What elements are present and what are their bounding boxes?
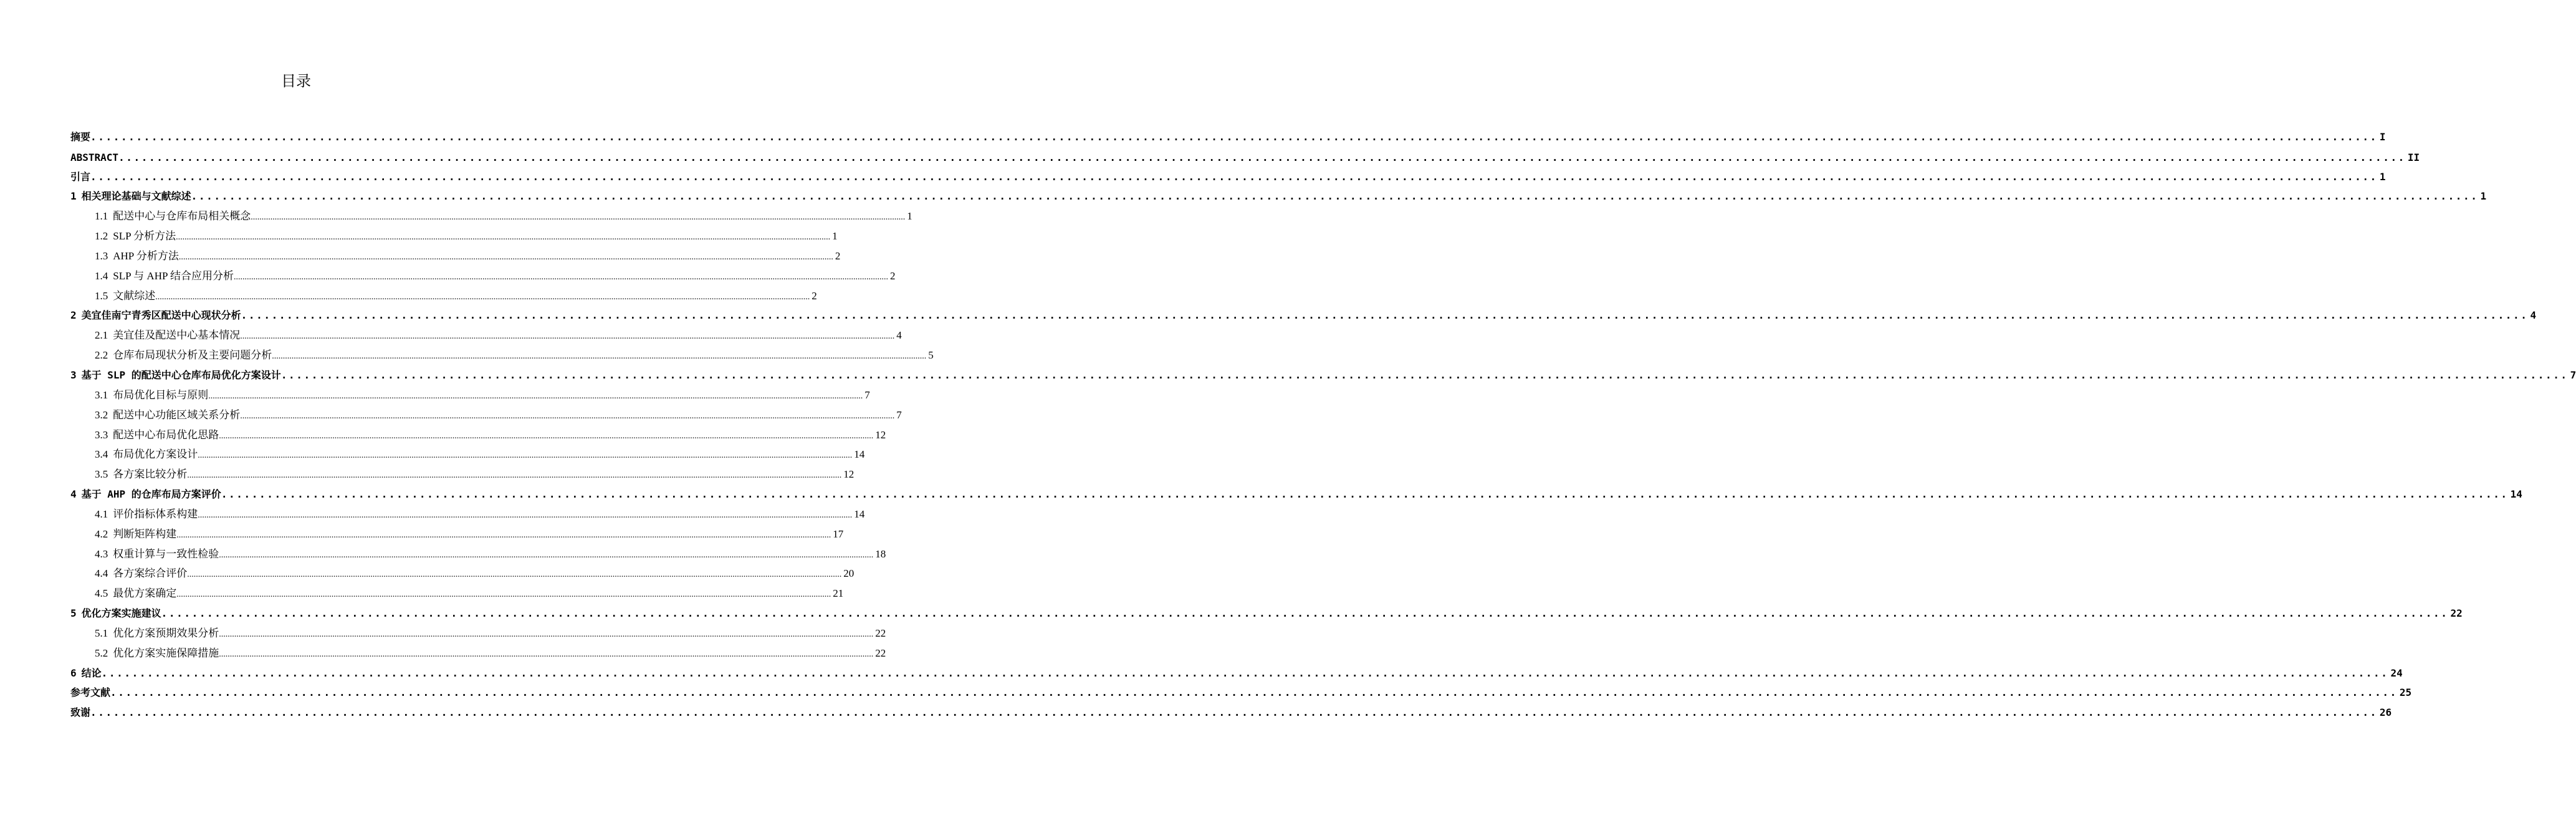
toc-page-number: 14 [854, 448, 865, 461]
dot-leader: ............................................................................................................................................................................................................................................................................................................ [241, 309, 2529, 322]
toc-entry-number: 4.3 [95, 547, 108, 560]
toc-chapter-entry[interactable] [70, 484, 2522, 504]
dot-leader: ............................................................................................................................................................................................................................................................................................................ [251, 213, 906, 223]
toc-section-entry[interactable] [70, 266, 896, 286]
toc-entry-title: 配送中心布局优化思路 [113, 428, 219, 441]
toc-entry-title: 致谢 [70, 706, 91, 719]
dot-leader: ............................................................................................................................................................................................................................................................................................................ [280, 368, 2569, 381]
toc-section-entry[interactable] [70, 345, 934, 365]
toc-entry-title: 优化方案预期效果分析 [113, 627, 219, 639]
dot-leader: ............................................................................................................................................................................................................................................................................................................ [240, 411, 895, 421]
toc-section-entry[interactable] [70, 624, 886, 643]
toc-page-number: 7 [864, 388, 870, 401]
toc-page-number: 18 [875, 547, 886, 560]
dot-leader: ............................................................................................................................................................................................................................................................................................................ [176, 590, 831, 600]
toc-page-number: 12 [843, 468, 855, 481]
toc-section-entry[interactable] [70, 286, 817, 306]
toc-page-number: 1 [907, 210, 912, 223]
toc-page-number: 17 [833, 527, 844, 540]
toc-chapter-entry[interactable] [70, 365, 2576, 385]
dot-leader: ............................................................................................................................................................................................................................................................................................................ [191, 190, 2479, 203]
dot-leader: ............................................................................................................................................................................................................................................................................................................ [187, 570, 842, 580]
toc-page-number: 22 [875, 647, 886, 659]
toc-entry-number: 2 [70, 309, 77, 322]
toc-entry-number: 3.4 [95, 448, 108, 461]
toc-entry-title: 布局优化方案设计 [113, 448, 198, 461]
toc-chapter-entry[interactable] [70, 663, 2403, 683]
toc-entry-title: 摘要 [70, 130, 91, 143]
toc-section-entry[interactable] [70, 405, 902, 425]
toc-page-number: 1 [2379, 170, 2386, 183]
toc-page-number: 14 [2510, 488, 2522, 501]
toc-entry-number: 2.1 [95, 329, 108, 342]
toc-page-number: 24 [2390, 667, 2403, 679]
toc-section-entry[interactable] [70, 504, 865, 524]
dot-leader: ............................................................................................................................................................................................................................................................................................................ [219, 550, 874, 560]
toc-entry-title: 仓库布局现状分析及主要问题分析 [113, 349, 272, 362]
toc-chapter-entry[interactable] [70, 167, 2386, 187]
dot-leader: ............................................................................................................................................................................................................................................................................................................ [198, 510, 853, 520]
toc-entry-number: 5.2 [95, 647, 108, 659]
page-title: 目录 [281, 72, 311, 90]
toc-entry-title: SLP 分析方法 [113, 230, 176, 243]
toc-page-number: 2 [890, 269, 896, 282]
dot-leader: ............................................................................................................................................................................................................................................................................................................ [219, 649, 874, 659]
toc-page-number: II [2407, 151, 2420, 163]
toc-entry-title: 参考文献 [70, 686, 111, 699]
toc-chapter-entry[interactable] [70, 604, 2463, 624]
toc-chapter-entry[interactable] [70, 147, 2420, 167]
dot-leader: ............................................................................................................................................................................................................................................................................................................ [110, 686, 2398, 699]
toc-page-number: 5 [928, 349, 934, 362]
toc-page-number: 14 [854, 508, 865, 520]
toc-entry-title: 美宜佳及配送中心基本情况 [113, 329, 241, 342]
toc-section-entry[interactable] [70, 524, 844, 544]
toc-entry-number: 4.5 [95, 587, 108, 600]
toc-entry-number: 3 [70, 368, 77, 381]
toc-page-number: 7 [896, 408, 902, 421]
toc-section-entry[interactable] [70, 544, 886, 564]
toc-page-number: 2 [812, 289, 817, 302]
toc-chapter-entry[interactable] [70, 127, 2386, 147]
toc-page-number: 21 [833, 587, 844, 600]
toc-entry-title: 文献综述 [113, 289, 156, 302]
toc-entry-title: 最优方案确定 [113, 587, 177, 600]
dot-leader: ............................................................................................................................................................................................................................................................................................................ [187, 471, 842, 481]
toc-entry-number: 1 [70, 190, 77, 203]
dot-leader: ............................................................................................................................................................................................................................................................................................................ [178, 252, 833, 262]
toc-page-number: 1 [2480, 190, 2487, 203]
toc-entry-number: 5.1 [95, 627, 108, 639]
toc-entry-title: 评价指标体系构建 [113, 508, 198, 520]
toc-entry-number: 3.2 [95, 408, 108, 421]
toc-entry-title: SLP 与 AHP 结合应用分析 [113, 269, 234, 282]
toc-entry-title: 配送中心与仓库布局相关概念 [113, 210, 251, 223]
toc-entry-number: 4.2 [95, 527, 108, 540]
toc-entry-title: 引言 [70, 170, 91, 183]
toc-page-number: I [2379, 130, 2386, 143]
toc-entry-title: 优化方案实施保障措施 [113, 647, 219, 659]
toc-chapter-entry[interactable] [70, 683, 2412, 703]
dot-leader: ............................................................................................................................................................................................................................................................................................................ [118, 151, 2406, 163]
toc-page-number: 7 [2570, 368, 2576, 381]
toc-entry-title: 权重计算与一致性检验 [113, 547, 219, 560]
toc-section-entry[interactable] [70, 325, 902, 345]
toc-entry-title: 结论 [81, 667, 102, 679]
toc-entry-title: 布局优化目标与原则 [113, 388, 209, 401]
toc-page-number: 4 [2530, 309, 2537, 322]
table-of-contents [70, 127, 2576, 723]
toc-page-number: 12 [875, 428, 886, 441]
toc-entry-title: ABSTRACT [70, 151, 119, 163]
toc-page-number: 25 [2399, 686, 2412, 699]
toc-section-entry[interactable] [70, 465, 855, 484]
toc-page-number: 4 [896, 329, 902, 342]
dot-leader: ............................................................................................................................................................................................................................................................................................................ [101, 667, 2389, 679]
dot-leader: ............................................................................................................................................................................................................................................................................................................ [219, 629, 874, 639]
dot-leader: ............................................................................................................................................................................................................................................................................................................ [221, 488, 2509, 501]
toc-entry-title: 基于 AHP 的仓库布局方案评价 [81, 488, 221, 501]
dot-leader: ............................................................................................................................................................................................................................................................................................................ [234, 272, 889, 282]
toc-entry-number: 1.3 [95, 249, 108, 262]
toc-entry-number: 1.5 [95, 289, 108, 302]
dot-leader: ............................................................................................................................................................................................................................................................................................................ [219, 431, 874, 441]
toc-entry-number: 5 [70, 607, 77, 620]
toc-entry-number: 4.4 [95, 567, 108, 580]
dot-leader: ............................................................................................................................................................................................................................................................................................................ [240, 332, 895, 342]
toc-section-entry[interactable] [70, 226, 838, 246]
toc-section-entry[interactable] [70, 445, 865, 465]
toc-entry-title: 各方案比较分析 [113, 468, 188, 481]
dot-leader: ............................................................................................................................................................................................................................................................................................................ [90, 130, 2378, 143]
toc-entry-title: 美宜佳南宁青秀区配送中心现状分析 [81, 309, 241, 322]
toc-section-entry[interactable] [70, 584, 844, 604]
toc-entry-number: 6 [70, 667, 77, 679]
toc-chapter-entry[interactable] [70, 306, 2537, 326]
toc-chapter-entry[interactable] [70, 703, 2392, 723]
toc-section-entry[interactable] [70, 564, 855, 584]
toc-entry-number: 3.3 [95, 428, 108, 441]
dot-leader: ............................................................................................................................................................................................................................................................................................................ [272, 352, 927, 362]
toc-section-entry[interactable] [70, 246, 841, 266]
toc-page-number: 2 [835, 249, 841, 262]
toc-section-entry[interactable] [70, 206, 912, 226]
toc-entry-title: 判断矩阵构建 [113, 527, 177, 540]
toc-section-entry[interactable] [70, 385, 870, 405]
dot-leader: ............................................................................................................................................................................................................................................................................................................ [90, 170, 2378, 183]
toc-entry-title: 各方案综合评价 [113, 567, 188, 580]
toc-entry-number: 3.5 [95, 468, 108, 481]
dot-leader: ............................................................................................................................................................................................................................................................................................................ [198, 451, 853, 461]
toc-entry-title: 相关理论基础与文献综述 [81, 190, 191, 203]
toc-page-number: 22 [2450, 607, 2463, 620]
toc-page-number: 22 [875, 627, 886, 639]
toc-entry-number: 1.2 [95, 230, 108, 243]
dot-leader: ............................................................................................................................................................................................................................................................................................................ [90, 706, 2378, 719]
toc-entry-number: 4 [70, 488, 77, 501]
toc-entry-title: AHP 分析方法 [113, 249, 179, 262]
dot-leader: ............................................................................................................................................................................................................................................................................................................ [176, 233, 831, 243]
toc-page-number: 1 [832, 230, 838, 243]
toc-entry-number: 3.1 [95, 388, 108, 401]
dot-leader: ............................................................................................................................................................................................................................................................................................................ [161, 607, 2449, 620]
toc-section-entry[interactable] [70, 643, 886, 663]
toc-entry-title: 基于 SLP 的配送中心仓库布局优化方案设计 [81, 368, 281, 381]
toc-page-number: 26 [2379, 706, 2392, 719]
toc-entry-number: 1.4 [95, 269, 108, 282]
toc-entry-number: 1.1 [95, 210, 108, 223]
toc-entry-title: 优化方案实施建议 [81, 607, 161, 620]
toc-entry-number: 4.1 [95, 508, 108, 520]
toc-page-number: 20 [843, 567, 855, 580]
dot-leader: ............................................................................................................................................................................................................................................................................................................ [155, 292, 810, 302]
dot-leader: ............................................................................................................................................................................................................................................................................................................ [176, 530, 831, 540]
dot-leader: ............................................................................................................................................................................................................................................................................................................ [208, 391, 863, 401]
toc-entry-title: 配送中心功能区域关系分析 [113, 408, 241, 421]
toc-section-entry[interactable] [70, 425, 886, 445]
toc-entry-number: 2.2 [95, 349, 108, 362]
toc-chapter-entry[interactable] [70, 187, 2487, 207]
